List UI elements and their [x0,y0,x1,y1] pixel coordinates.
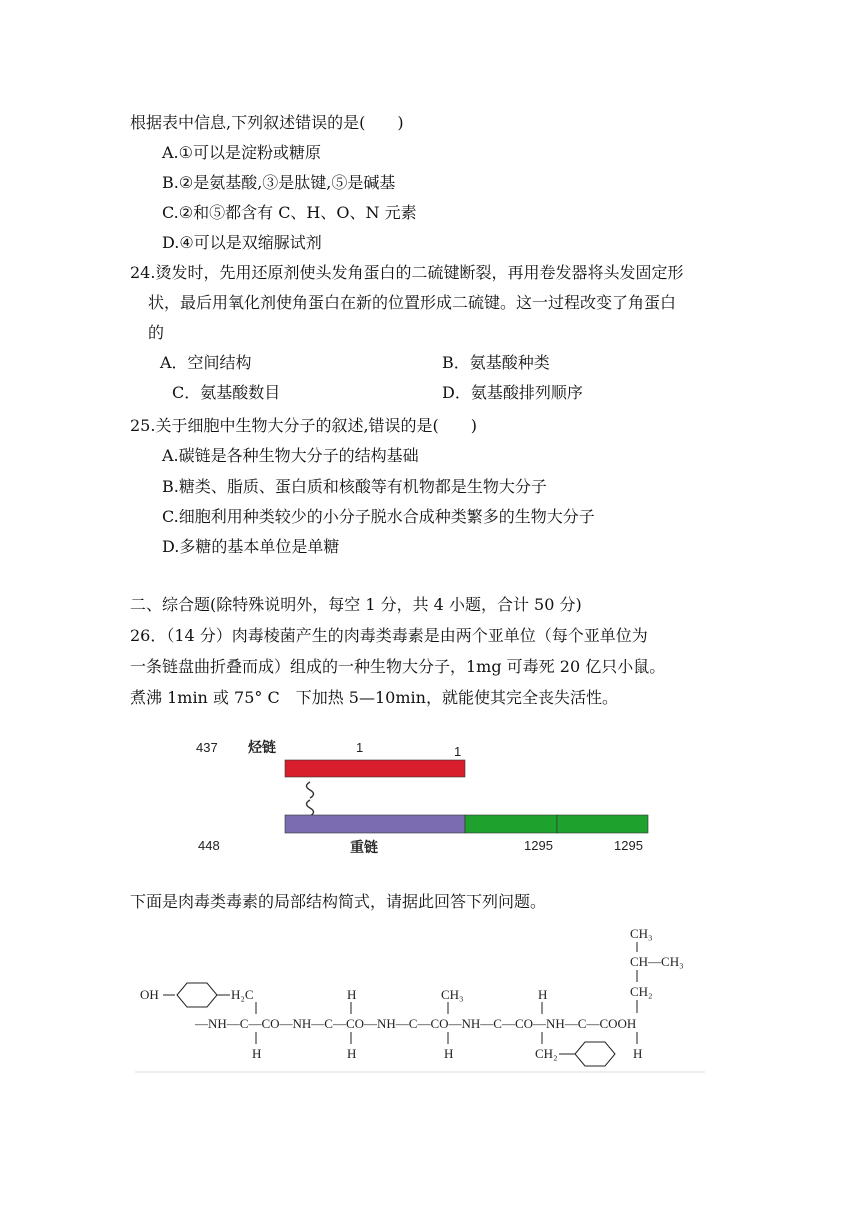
q26-line2: 一条链盘曲折叠而成）组成的一种生物大分子，1mg 可毒死 20 亿只小鼠。 [130,657,666,676]
q25-option-d: D.多糖的基本单位是单糖 [162,537,340,556]
formula-ch2-right: CH₂ [630,984,653,999]
toxin-chain-diagram [190,730,660,860]
light-chain-left-number: 437 [196,740,218,755]
section-heading: 二、综合题(除特殊说明外，每空 1 分，共 4 小题，合计 50 分) [130,595,582,614]
heavy-chain-pos-1: 1295 [524,838,553,853]
q26-line1: 26．（14 分）肉毒棱菌产生的肉毒类毒素是由两个亚单位（每个亚单位为 [130,626,648,645]
light-chain-pos-1: 1 [356,740,364,755]
q23-option-c: C.②和⑤都含有 C、H、O、N 元素 [162,203,417,222]
structural-formula [135,920,715,1080]
q25-stem: 25.关于细胞中生物大分子的叙述,错误的是( ) [130,416,478,435]
formula-ch-ch3: CH—CH₃ [630,954,684,969]
q25-option-b: B.糖类、脂质、蛋白质和核酸等有机物都是生物大分子 [162,477,547,496]
light-chain-pos-2: 1 [454,744,462,759]
q23-option-a: A.①可以是淀粉或糖原 [162,143,321,162]
benzene-ring-icon [177,983,217,1007]
heavy-chain-tail-1 [465,815,557,833]
q24-option-c: C．氨基酸数目 [172,383,281,402]
q23-stem: 根据表中信息,下列叙述错误的是( ) [130,113,404,132]
disulfide-bond-icon [307,782,314,816]
formula-h-bottom-1: H [252,1046,262,1061]
formula-h-bottom-2: H [347,1046,357,1061]
q24-stem-line2: 状，最后用氧化剂使角蛋白在新的位置形成二硫键。这一过程改变了角蛋白 [148,293,677,312]
formula-ch3-mid: CH₃ [441,987,464,1002]
q24-option-b: B．氨基酸种类 [442,353,550,372]
light-chain-label: 烃链 [248,740,276,756]
heavy-chain-label: 重链 [350,840,378,856]
q25-option-c: C.细胞利用种类较少的小分子脱水合成种类繁多的生物大分子 [162,507,595,526]
q26-line3: 煮沸 1min 或 75° C 下加热 5—10min，就能使其完全丧失活性。 [130,688,618,707]
q24-option-d: D．氨基酸排列顺序 [442,383,583,402]
q23-option-b: B.②是氨基酸,③是肽键,⑤是碱基 [162,173,396,192]
formula-ch3-top: CH₃ [630,926,653,941]
formula-h-bottom-3: H [444,1046,454,1061]
light-chain-bar [285,760,465,777]
formula-h-top-4: H [538,987,548,1002]
benzene-ring-icon [575,1042,615,1066]
q24-stem-line1: 24.烫发时，先用还原剂使头发角蛋白的二硫键断裂，再用卷发器将头发固定形 [130,263,684,282]
formula-main-chain: —NH—C—CO—NH—C—CO—NH—C—CO—NH—C—CO—NH—C—COOH [195,1016,637,1031]
heavy-chain-pos-2: 1295 [614,838,643,853]
formula-oh: OH [140,987,159,1002]
heavy-chain-tail-2 [557,815,648,833]
q23-option-d: D.④可以是双缩脲试剂 [162,233,322,252]
heavy-chain-left-number: 448 [198,838,220,853]
q24-option-a: A．空间结构 [160,353,252,372]
formula-ch2-bottom: CH₂ [535,1046,558,1061]
formula-h-bottom-5: H [633,1046,643,1061]
q25-option-a: A.碳链是各种生物大分子的结构基础 [162,446,419,465]
heavy-chain-bar [285,815,465,833]
q24-stem-line3: 的 [148,323,165,342]
formula-h-top-2: H [347,987,357,1002]
formula-h2c: H₂C [231,987,254,1002]
formula-intro: 下面是肉毒类毒素的局部结构简式，请据此回答下列问题。 [130,892,547,911]
